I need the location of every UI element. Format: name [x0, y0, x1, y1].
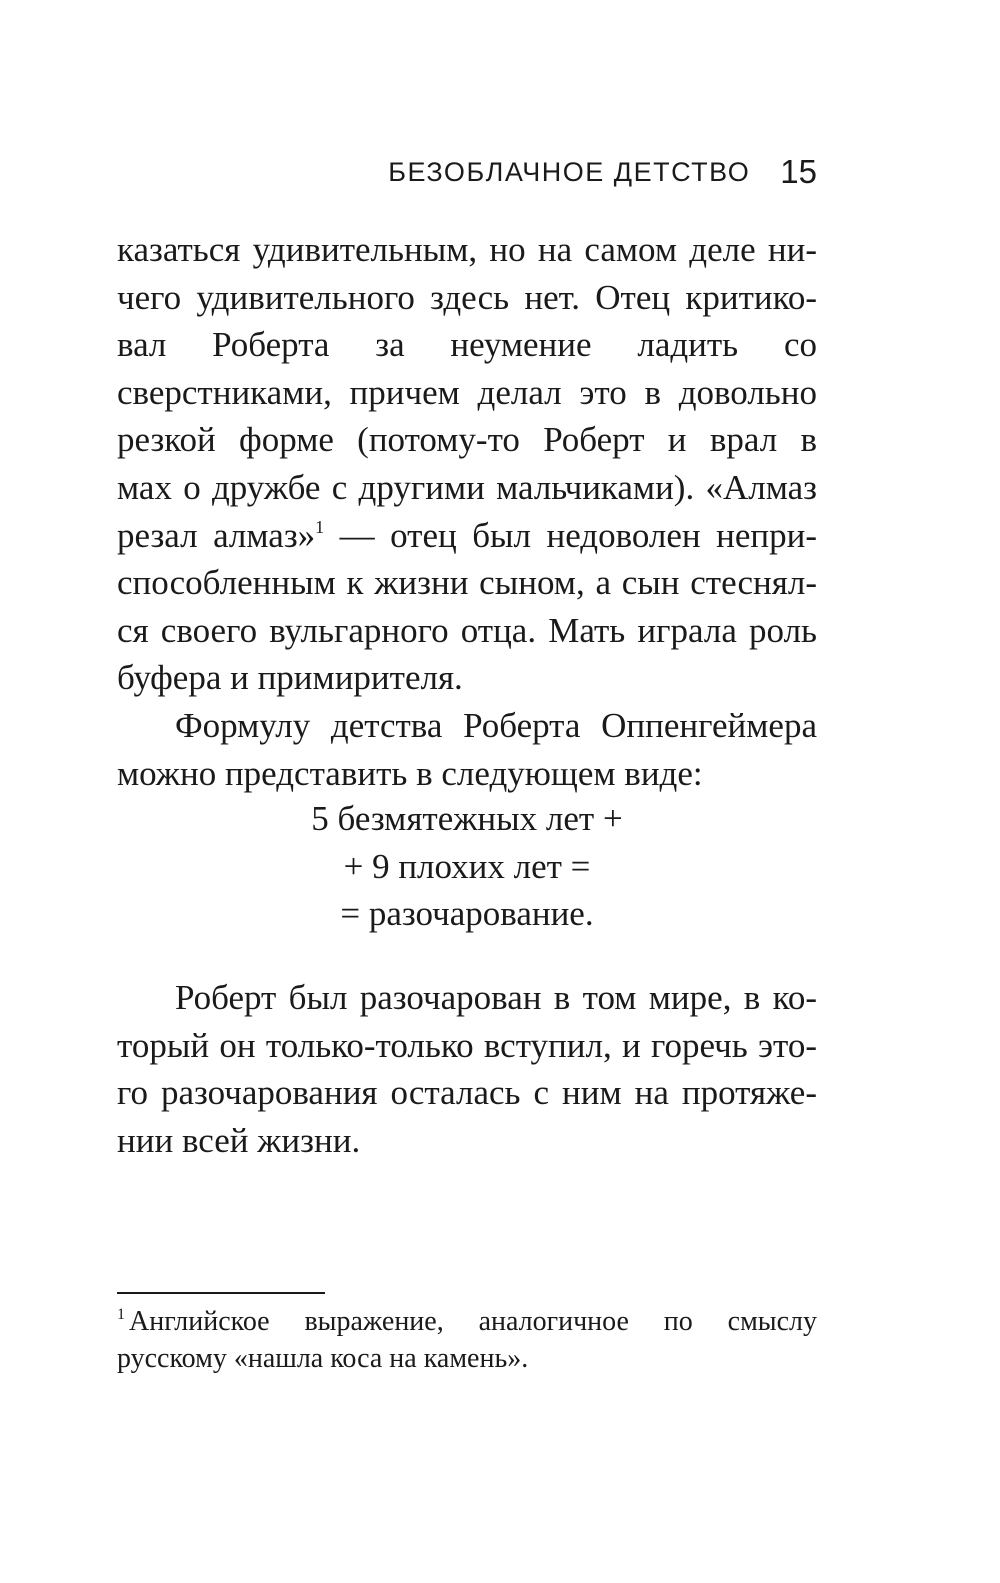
paragraph-conclusion — [117, 974, 817, 1164]
footnote-line — [117, 1304, 817, 1341]
running-title: БЕЗОБЛАЧНОЕ ДЕТСТВО — [388, 156, 751, 187]
text-line: Роберт был разочарован в том мире, в ко- — [175, 978, 817, 1017]
footnote-reference: 1 — [315, 516, 325, 537]
text-line: Формулу детства Роберта Оппенгеймера — [175, 705, 817, 745]
text-line: торый он только-только вступил, и горечь это- — [117, 1025, 817, 1065]
body-text — [117, 226, 817, 797]
text-line: ся своего вульгарного отца. Мать играла роль — [117, 610, 817, 650]
text-line: мах о дружбе с другими мальчиками). «Алмаз — [117, 467, 817, 507]
formula-line: + 9 плохих лет = — [343, 846, 591, 886]
formula-line: 5 безмятежных лет + — [311, 799, 623, 838]
footnotes — [117, 1304, 817, 1377]
formula — [117, 795, 817, 938]
text-line: вал Роберта за неумение ладить со — [117, 325, 817, 365]
text-line: можно представить в следующем виде: — [117, 753, 703, 793]
page-number: 15 — [780, 153, 817, 190]
text-line: нии всей жизни. — [117, 1120, 361, 1160]
footnote-mark: 1 — [117, 1306, 125, 1323]
text-line: способленным к жизни сыном, а сын стеснял- — [117, 563, 817, 603]
text-fragment: резал алмаз» — [117, 515, 316, 555]
footnote-text: Английское выражение, аналогичное по смыслу — [129, 1306, 817, 1337]
footnote-line: русскому «нашла коса на камень». — [117, 1342, 529, 1374]
text-line: чего удивительного здесь нет. Отец критико- — [117, 277, 817, 317]
text-line-with-footnote — [117, 512, 817, 560]
text-line: буфера и примирителя. — [117, 658, 463, 698]
text-fragment: — отец был недоволен непри- — [324, 515, 817, 555]
text-line: резкой форме (потому-то Роберт и врал в — [117, 420, 817, 460]
text-line: го разочарования осталась с ним на протяже- — [117, 1073, 817, 1113]
running-head — [388, 150, 817, 194]
text-line: сверстниками, причем делал это в довольно — [117, 372, 817, 412]
formula-line: = разочарование. — [340, 894, 594, 934]
footnote-divider — [117, 1292, 325, 1294]
text-line: казаться удивительным, но на самом деле ни- — [117, 230, 817, 269]
